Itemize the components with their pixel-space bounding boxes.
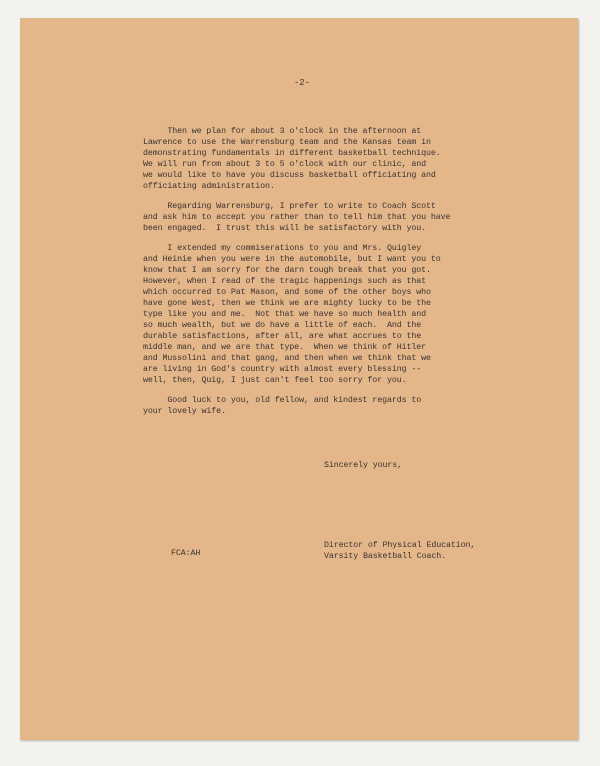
paragraph-line: Then we plan for about 3 o'clock in the afternoon at [143, 127, 422, 136]
paragraph-line: demonstrating fundamentals in different basketball technique. [143, 149, 441, 158]
paragraph-line: We will run from about 3 to 5 o'clock with our clinic, and [143, 160, 426, 169]
paragraph-line: Good luck to you, old fellow, and kindest regards to [143, 396, 422, 405]
paragraph-line: However, when I read of the tragic happenings such as that [143, 277, 426, 286]
paragraph-line: well, then, Quig, I just can't feel too sorry for you. [143, 376, 407, 385]
paragraph-line: which occurred to Pat Mason, and some of the other boys who [143, 288, 431, 297]
paragraph-commiserations [143, 243, 533, 386]
paragraph-line: Regarding Warrensburg, I prefer to write to Coach Scott [143, 202, 436, 211]
paragraph-line: your lovely wife. [143, 407, 226, 416]
paragraph-line: officiating administration. [143, 182, 275, 191]
paragraph-line: type like you and me. Not that we have so much health and [143, 310, 426, 319]
paragraph-line: middle man, and we are that type. When we think of Hitler [143, 343, 426, 352]
paragraph-regards [143, 395, 533, 417]
signature-title-line: Varsity Basketball Coach. [324, 552, 446, 561]
paragraph-line: and ask him to accept you rather than to tell him that you have [143, 213, 451, 222]
paragraph-line: and Heinie when you were in the automobile, but I want you to [143, 255, 441, 264]
typist-initials: FCA:AH [171, 549, 201, 558]
letter-page [20, 18, 578, 740]
paragraph-line: so much wealth, but we do have a little of each. And the [143, 321, 422, 330]
paragraph-line: been engaged. I trust this will be satisfactory with you. [143, 224, 426, 233]
paragraph-line: I extended my commiserations to you and Mrs. Quigley [143, 244, 422, 253]
paragraph-line: and Mussolini and that gang, and then when we think that we [143, 354, 431, 363]
paragraph-warrensburg [143, 201, 533, 234]
paragraph-line: durable satisfactions, after all, are what accrues to the [143, 332, 422, 341]
paragraph-clinic-plan [143, 126, 533, 192]
paragraph-line: know that I am sorry for the darn tough break that you got. [143, 266, 431, 275]
signature-title-line: Director of Physical Education, [324, 541, 476, 550]
closing: Sincerely yours, [324, 461, 403, 470]
paragraph-line: have gone West, then we think we are mighty lucky to be the [143, 299, 431, 308]
paragraph-line: Lawrence to use the Warrensburg team and the Kansas team in [143, 138, 431, 147]
paragraph-line: are living in God's country with almost every blessing -- [143, 365, 422, 374]
page-number: -2- [294, 78, 310, 88]
paragraph-line: we would like to have you discuss basketball officiating and [143, 171, 436, 180]
